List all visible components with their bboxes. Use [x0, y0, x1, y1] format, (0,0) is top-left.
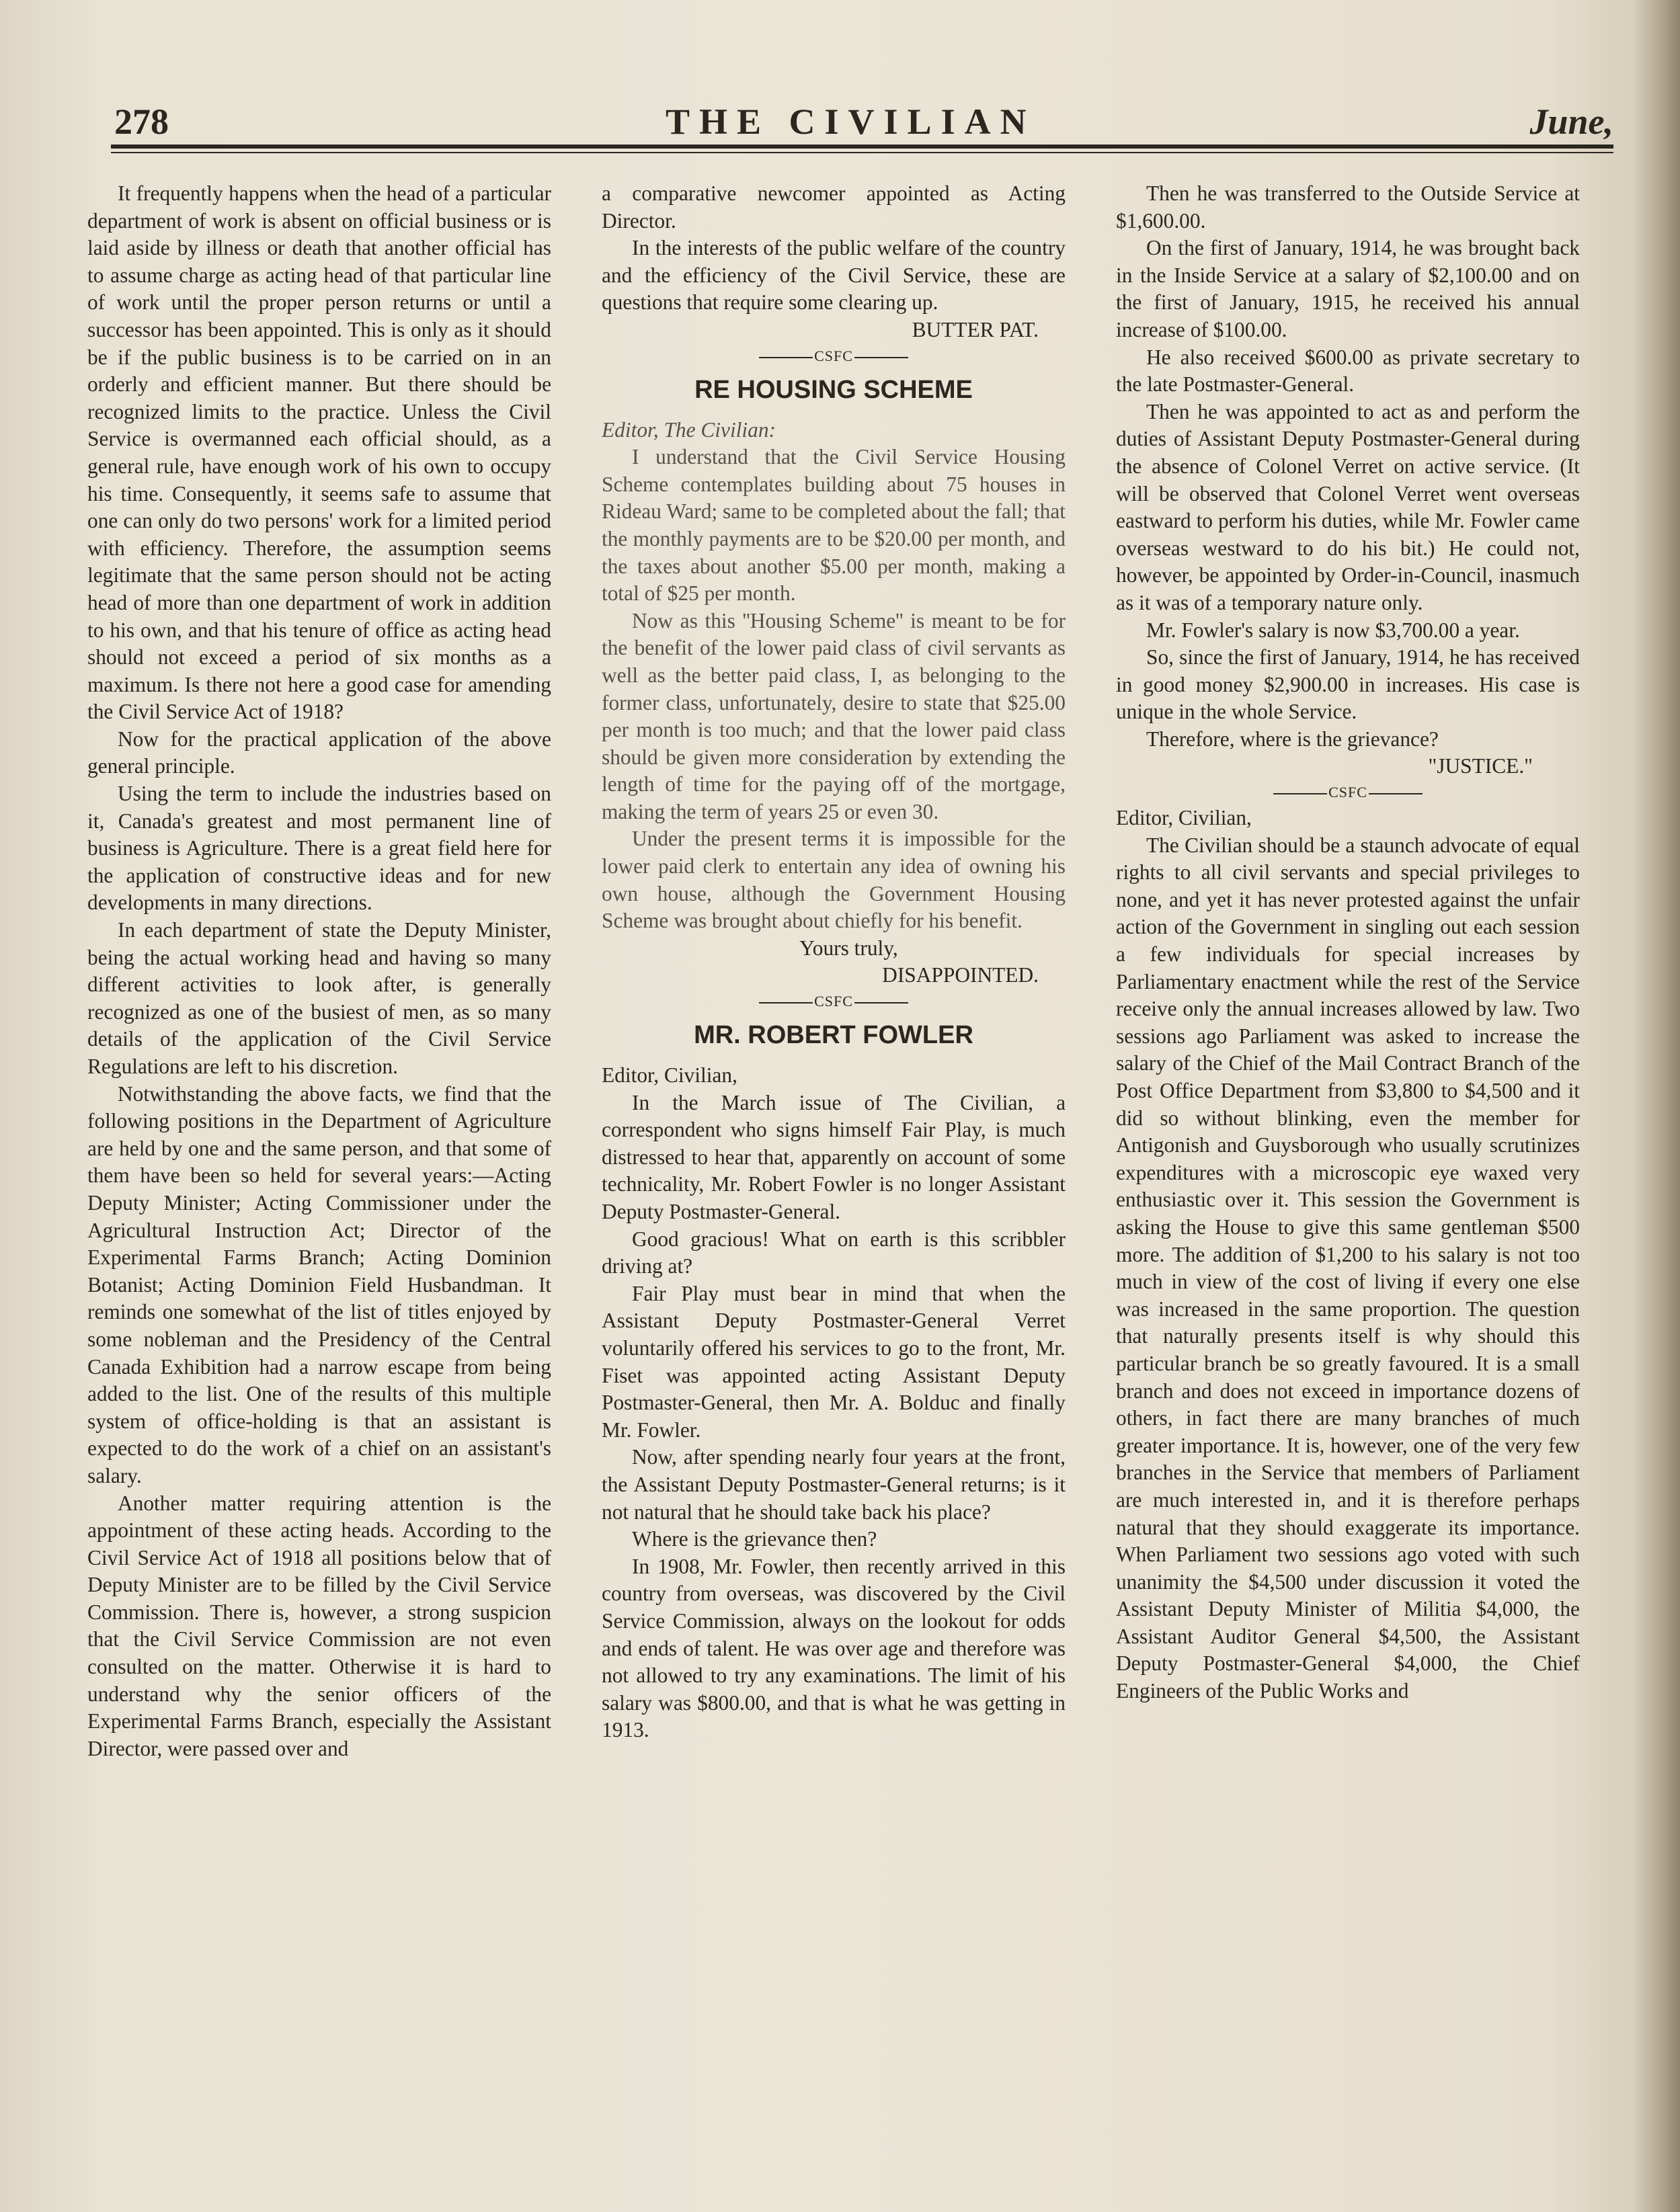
paragraph: He also received $600.00 as private secretary to the late Postmaster-General.	[1116, 345, 1580, 397]
paragraph: Then he was transferred to the Outside Service at $1,600.00.	[1116, 181, 1580, 233]
issue-month: June,	[1529, 101, 1613, 142]
column-right	[1116, 180, 1580, 2183]
article-heading: RE HOUSING SCHEME	[694, 375, 973, 404]
signature: BUTTER PAT.	[912, 317, 1039, 341]
paragraph: Using the term to include the industries based on it, Canada's greatest and most permanent line of business is Agriculture. There is a great field here for the application of constructive ideas and for new developments in many directions.	[87, 782, 551, 915]
paragraph: Under the present terms it is impossible for the lower paid clerk to entertain any idea of owning his own house, although the Government Housing Scheme was brought about chiefly for his benefit.	[602, 827, 1066, 933]
salutation: Editor, Civilian,	[602, 1063, 737, 1088]
salutation: Editor, Civilian,	[1116, 806, 1252, 830]
closing: Yours truly,	[799, 936, 898, 960]
paragraph: Where is the grievance then?	[632, 1527, 877, 1551]
page-header	[114, 101, 1613, 141]
publication-title: THE CIVILIAN	[666, 101, 1036, 142]
paragraph: Therefore, where is the grievance?	[1146, 727, 1439, 751]
paragraph: Notwithstanding the above facts, we find that the following positions in the Department of Agriculture are held by one and the same person, and that some of them have been so held for several years:—Acting Deputy Minister; Acting Commissioner under the Agricultural Instruction Act; Director of the Experimental Farms Branch; Acting Dominion Botanist; Acting Dominion Field Husbandman. It reminds one somewhat of the list of titles enjoyed by some nobleman and the Presidency of the Central Canada Exhibition had a narrow escape from being added to the list. One of the results of this multiple system of office-holding is that an assistant is expected to do the work of a chief on an assistant's salary.	[87, 1081, 551, 1487]
paragraph: I understand that the Civil Service Housing Scheme contemplates building about 75 houses in Rideau Ward; same to be completed about the fall; that the monthly payments are to be $20.00 per month, and the taxes about another $5.00 per month, making a total of $25 per month.	[602, 445, 1066, 606]
section-separator: CSFC	[602, 989, 1066, 1014]
paragraph: In 1908, Mr. Fowler, then recently arrived in this country from overseas, was discovered by the Civil Service Commission, always on the lookout for odds and ends of talent. He was over age and therefore was not allowed to try any examinations. The limit of his salary was $800.00, and that is what he was getting in 1913.	[602, 1554, 1066, 1742]
paragraph: Now for the practical application of the above general principle.	[87, 727, 551, 778]
article-heading: MR. ROBERT FOWLER	[694, 1021, 973, 1050]
salutation: Editor, The Civilian:	[602, 417, 776, 442]
header-rule-thin	[111, 152, 1613, 153]
column-middle	[602, 180, 1066, 2183]
section-separator: CSFC	[1116, 780, 1580, 805]
paragraph: The Civilian should be a staunch advocate of equal rights to all civil servants and special privileges to none, and yet it has never protested against the unfair action of the Government in singling out each session a few individuals for special increases by Parliamentary enactment while the rest of the Service receive only the annual increases allowed by law. Two sessions ago Parliament was asked to increase the salary of the Chief of the Mail Contract Branch of the Post Office Department from $3,800 to $4,500 and it did so without blinking, even the member for Antigonish and Guysborough who usually scrutinizes expenditures with a microscopic eye waxed very enthusiastic over it. This session the Government is asking the House to give this same gentleman $500 more. The addition of $1,200 to his salary is not too much in view of the cost of living if every one else was increased in the same proportion. The question that naturally presents itself is why should this particular branch be so greatly favoured. It is a small branch and does not exceed in importance dozens of others, in fact there are many branches of much greater importance. It is, however, one of the very few branches in the Service that members of Parliament are much interested in, and it is therefore perhaps natural that they should exaggerate its importance. When Parliament two sessions ago voted with such unanimity the $4,500 under discussion it voted the Assistant Deputy Minister of Militia $4,000, the Assistant Auditor General $4,500, the Assistant Deputy Postmaster-General $4,000, the Chief Engineers of the Public Works and	[1116, 833, 1580, 1703]
paragraph: So, since the first of January, 1914, he has received in good money $2,900.00 in increases. His case is unique in the whole Service.	[1116, 645, 1580, 724]
signature: "JUSTICE."	[1428, 754, 1533, 778]
paragraph: a comparative newcomer appointed as Acting Director.	[602, 181, 1066, 233]
page-number: 278	[114, 101, 169, 142]
paragraph: Then he was appointed to act as and perform the duties of Assistant Deputy Postmaster-General during the absence of Colonel Verret on active service. (It will be observed that Colonel Verret went overseas eastward to perform his duties, while Mr. Fowler came overseas westward to do his bit.) He could not, however, be appointed by Order-in-Council, inasmuch as it was of a temporary nature only.	[1116, 399, 1580, 614]
paragraph: In each department of state the Deputy Minister, being the actual working head and having so many different activities to look after, is generally recognized as one of the busiest of men, as so many details of the application of the Civil Service Regulations are left to his discretion.	[87, 918, 551, 1078]
paragraph: Good gracious! What on earth is this scribbler driving at?	[602, 1227, 1066, 1278]
paragraph: Mr. Fowler's salary is now $3,700.00 a year.	[1146, 618, 1520, 642]
paragraph: Now as this ''Housing Scheme'' is meant to be for the benefit of the lower paid class of civil servants as well as the better paid class, I, as belonging to the former class, unfortunately, desire to state that $25.00 per month is too much; and that the lower paid class should be given more consideration by extending the length of time for the paying off of the mortgage, making the term of years 25 or even 30.	[602, 608, 1066, 823]
paragraph: In the interests of the public welfare of the country and the efficiency of the Civil Service, these are questions that require some clearing up.	[602, 236, 1066, 315]
paragraph: On the first of January, 1914, he was brought back in the Inside Service at a salary of $2,100.00 and on the first of January, 1915, he received his annual increase of $100.00.	[1116, 236, 1580, 341]
column-left	[87, 180, 551, 2183]
paragraph: It frequently happens when the head of a particular department of work is absent on official business or is laid aside by illness or death that another official has to assume charge as acting head of that particular line of work until the proper person returns or until a successor has been appointed. This is only as it should be if the public business is to be carried on in an orderly and efficient manner. But there should be recognized limits to the practice. Unless the Civil Service is overmanned each official should, as a general rule, have enough work of his own to occupy his time. Consequently, it seems safe to assume that one can only do two persons' work for a limited period with efficiency. Therefore, the assumption seems legitimate that the same person should not be acting head of more than one department of work in addition to his own, and that his tenure of office as acting head should not exceed a period of six months as a maximum. Is there not here a good case for amending the Civil Service Act of 1918?	[87, 181, 551, 724]
paragraph: In the March issue of The Civilian, a correspondent who signs himself Fair Play, is much distressed to hear that, apparently on account of some technicality, Mr. Robert Fowler is no longer Assistant Deputy Postmaster-General.	[602, 1090, 1066, 1223]
paragraph: Now, after spending nearly four years at the front, the Assistant Deputy Postmaster-General returns; is it not natural that he should take back his place?	[602, 1445, 1066, 1524]
paragraph: Another matter requiring attention is the appointment of these acting heads. According to the Civil Service Act of 1918 all positions below that of Deputy Minister are to be filled by the Civil Service Commission. There is, however, a strong suspicion that the Civil Service Commission are not even consulted on the matter. Otherwise it is hard to understand why the senior officers of the Experimental Farms Branch, especially the Assistant Director, were passed over and	[87, 1491, 551, 1760]
signature: DISAPPOINTED.	[882, 963, 1039, 987]
paragraph: Fair Play must bear in mind that when the Assistant Deputy Postmaster-General Verret voluntarily offered his services to go to the front, Mr. Fiset was appointed acting Assistant Deputy Postmaster-General, then Mr. A. Bolduc and finally Mr. Fowler.	[602, 1281, 1066, 1442]
header-rule-thick	[111, 145, 1613, 149]
section-separator: CSFC	[602, 344, 1066, 368]
page-edge-shadow	[1633, 0, 1680, 2212]
